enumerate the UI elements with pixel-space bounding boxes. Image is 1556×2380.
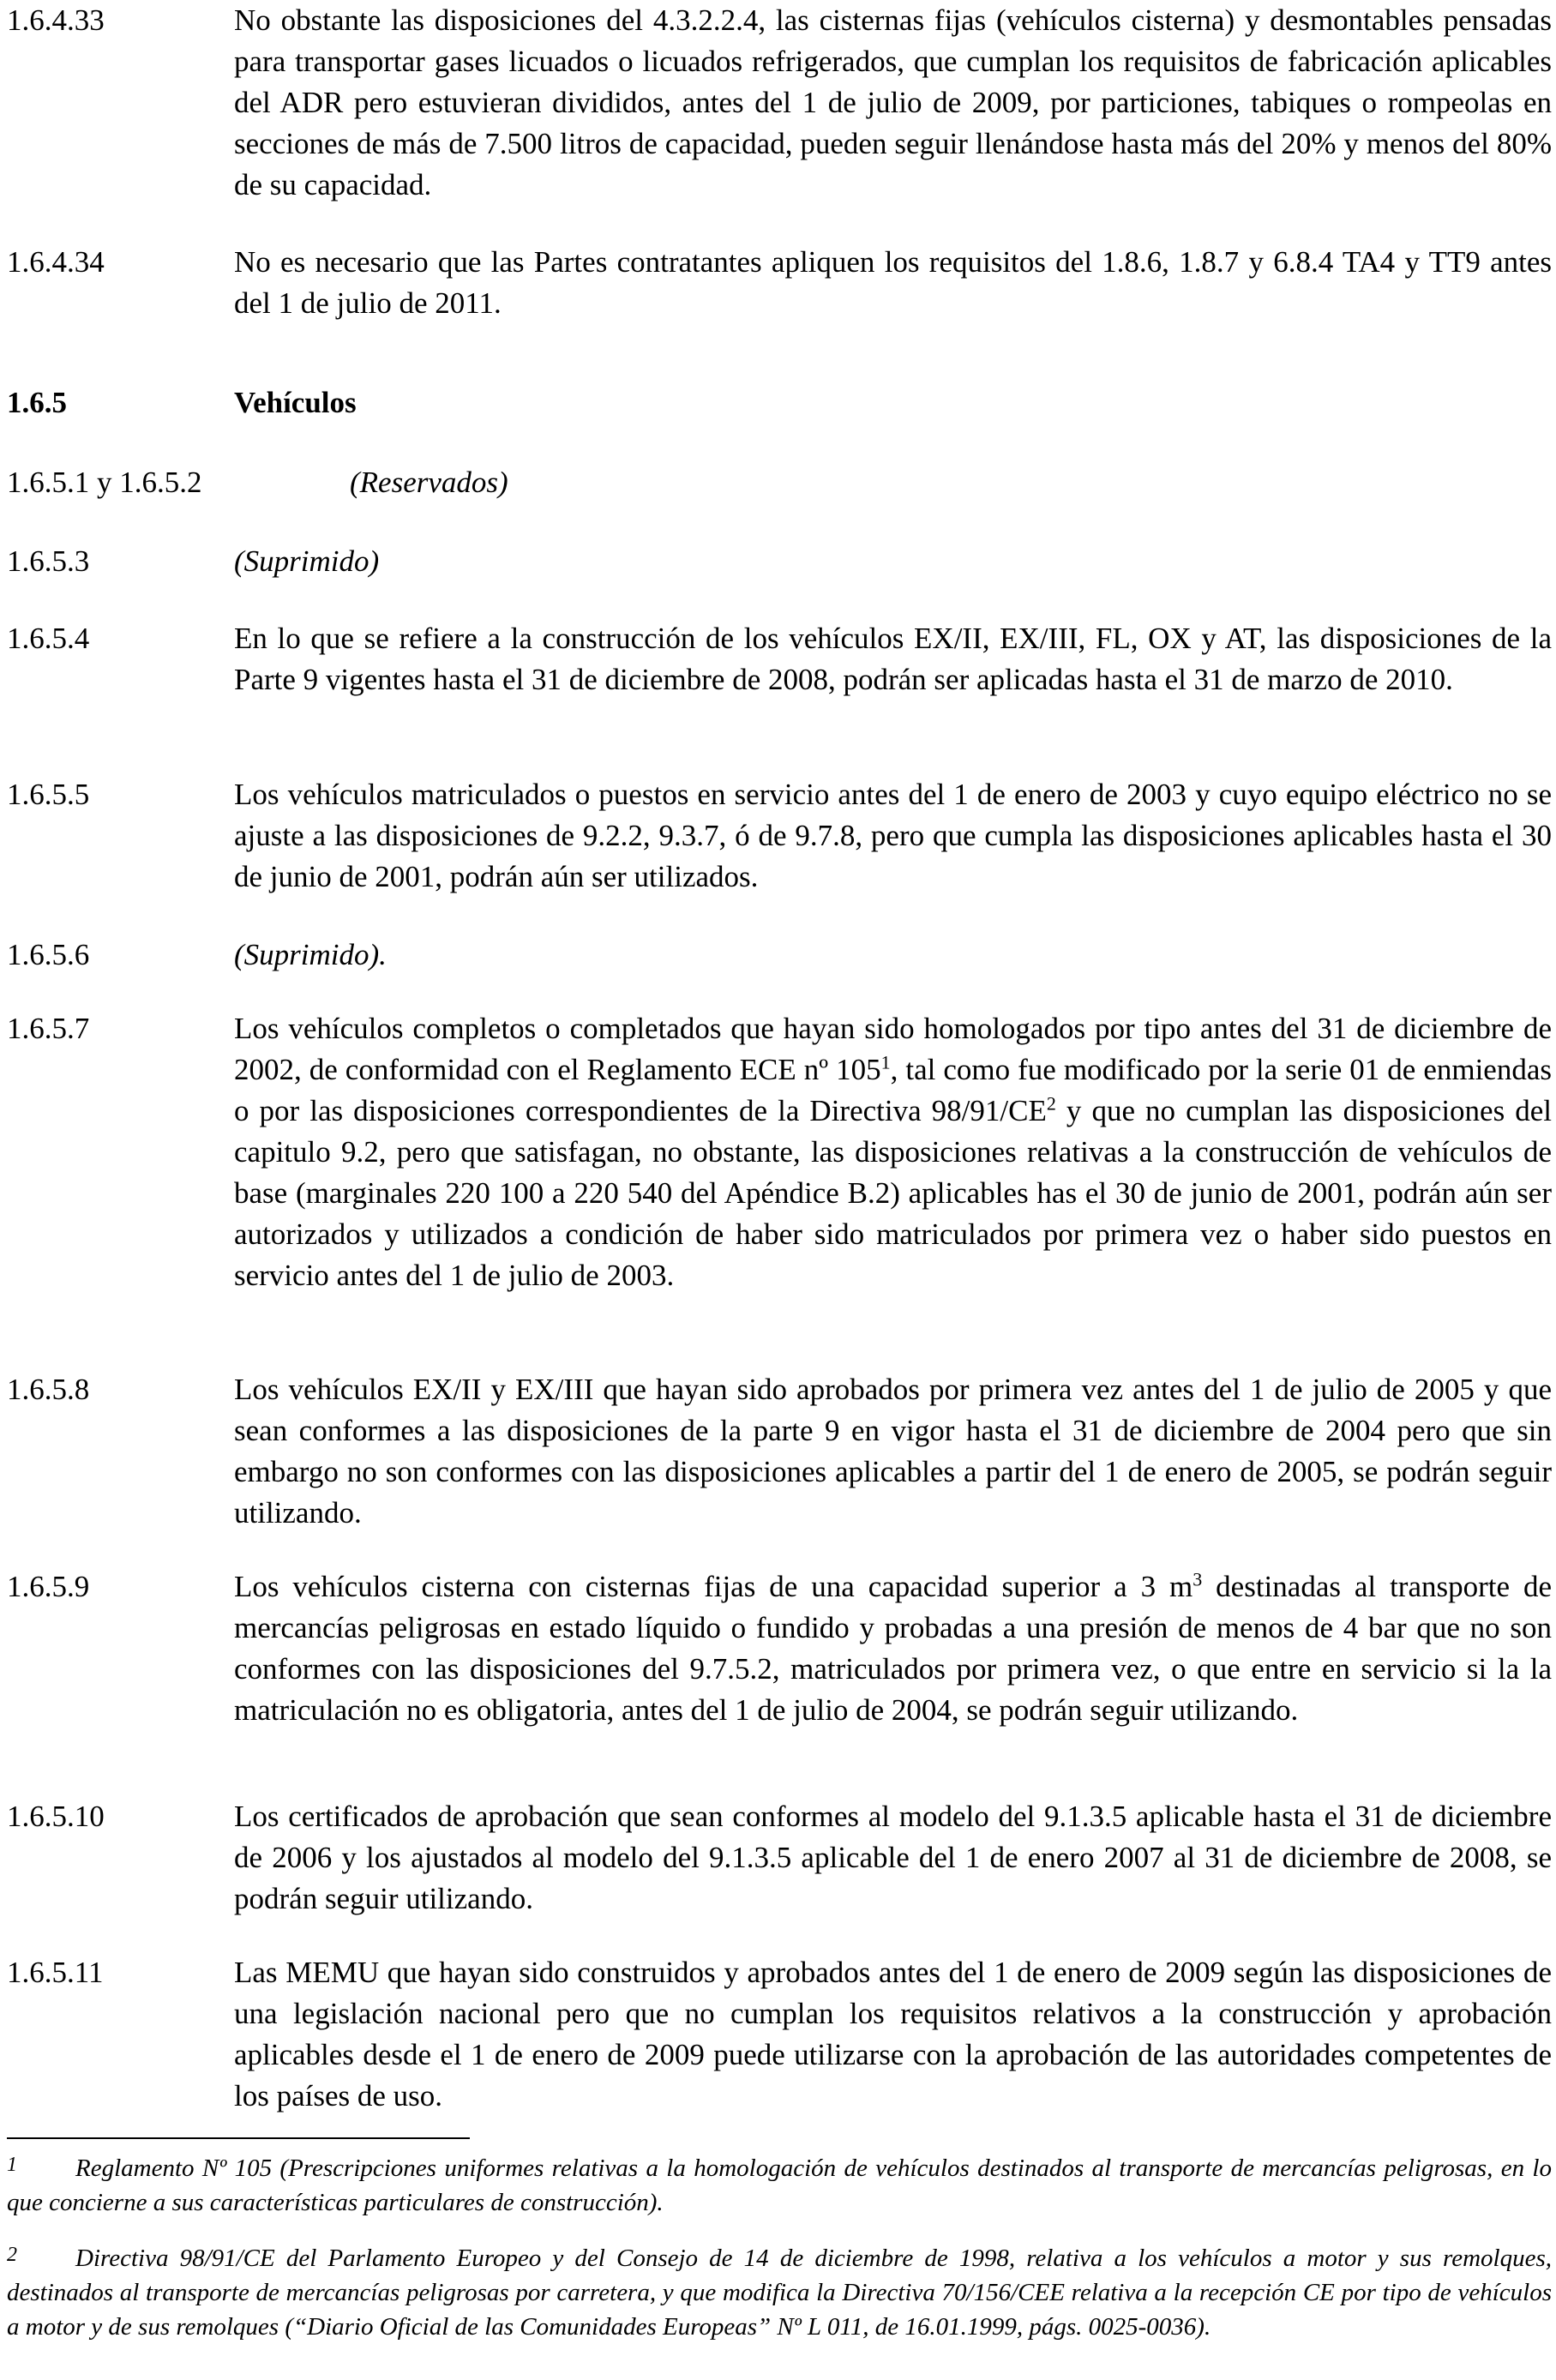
paragraph-text-part: , tal como fue modificado por la serie 01 de enmiendas o por las disposiciones correspondientes de la Directiva 98/91/CE (234, 1053, 1552, 1127)
footnote-ref: 2 (1046, 1092, 1056, 1115)
paragraph-text: Los vehículos matriculados o puestos en servicio antes del 1 de enero de 2003 y cuyo equipo eléctrico no se ajuste a las disposiciones de 9.2.2, 9.3.7, ó de 9.7.8, pero que cumpla las disposiciones aplicables hasta el 30 de junio de 2001, podrán aún ser utilizados. (234, 778, 1552, 893)
paragraph-1-6-5-4 (7, 618, 1552, 700)
paragraph-number: 1.6.5.6 (7, 938, 90, 971)
footnote-ref: 1 (880, 1051, 891, 1073)
paragraph-text: (Reservados) (350, 466, 508, 499)
paragraph-1-6-5-10 (7, 1796, 1552, 1920)
paragraph-1-6-4-34 (7, 242, 1552, 324)
paragraph-number: 1.6.5.9 (7, 1570, 90, 1603)
paragraph-text: Las MEMU que hayan sido construidos y aprobados antes del 1 de enero de 2009 según las disposiciones de una legislación nacional pero que no cumplan los requisitos relativos a la construcción y aprobación aplicables desde el 1 de enero de 2009 puede utilizarse con la aprobación de las autoridades competentes de los países de uso. (234, 1956, 1552, 2113)
paragraph-1-6-4-33 (7, 0, 1552, 206)
paragraph-1-6-5-8 (7, 1369, 1552, 1534)
footnote-1 (7, 2148, 1552, 2220)
paragraph-1-6-5-11 (7, 1952, 1552, 2117)
footnote-text: Directiva 98/91/CE del Parlamento Europeo y del Consejo de 14 de diciembre de 1998, relativa a los vehículos a motor y sus remolques, destinados al transporte de mercancías peligrosas por carretera, y que modifica la Directiva 70/156/CEE relativa a la recepción CE por tipo de vehículos a motor y de sus remolques (“Diario Oficial de las Comunidades Europeas” Nº L 011, de 16.01.1999, págs. 0025-0036). (7, 2245, 1552, 2341)
paragraph-number: 1.6.4.33 (7, 3, 105, 37)
paragraph-text: No obstante las disposiciones del 4.3.2.2.4, las cisternas fijas (vehículos cisterna) y desmontables pensadas para transportar gases licuados o licuados refrigerados, que cumplan los requisitos de fabricación aplicables del ADR pero estuvieran divididos, antes del 1 de julio de 2009, por particiones, tabiques o rompeolas en secciones de más de 7.500 litros de capacidad, pueden seguir llenándose hasta más del 20% y menos del 80% de su capacidad. (234, 3, 1552, 201)
paragraph-text: En lo que se refiere a la construcción de los vehículos EX/II, EX/III, FL, OX y AT, las disposiciones de la Parte 9 vigentes hasta el 31 de diciembre de 2008, podrán ser aplicadas hasta el 31 de marzo de 2010. (234, 622, 1552, 696)
paragraph-1-6-5-9 (7, 1566, 1552, 1731)
paragraph-1-6-5-3 (7, 541, 1552, 582)
paragraph-number: 1.6.5.7 (7, 1012, 90, 1045)
footnote-separator (7, 2137, 470, 2139)
paragraph-text: (Suprimido). (234, 938, 387, 971)
section-heading-1-6-5 (7, 382, 1552, 424)
paragraph-text: Los vehículos EX/II y EX/III que hayan sido aprobados por primera vez antes del 1 de julio de 2005 y que sean conformes a las disposiciones de la parte 9 en vigor hasta el 31 de diciembre de 2004 pero que sin embargo no son conformes con las disposiciones aplicables a partir del 1 de enero de 2005, se podrán seguir utilizando. (234, 1373, 1552, 1530)
paragraph-text: (Suprimido) (234, 544, 380, 578)
paragraph-number: 1.6.5.1 y 1.6.5.2 (7, 466, 202, 499)
paragraph-number: 1.6.5.5 (7, 778, 90, 811)
paragraph-1-6-5-5 (7, 774, 1552, 898)
footnote-number: 1 (7, 2154, 17, 2176)
paragraph-number: 1.6.5.8 (7, 1373, 90, 1406)
paragraph-text-part: destinadas al transporte de mercancías peligrosas en estado líquido o fundido y probadas a una presión de menos de 4 bar que no son conformes con las disposiciones del 9.7.5.2, matriculados por primera vez, o que entre en servicio si la la matriculación no es obligatoria, antes del 1 de julio de 2004, se podrán seguir utilizando. (234, 1570, 1552, 1727)
paragraph-number: 1.6.5.10 (7, 1800, 105, 1833)
section-title: Vehículos (234, 386, 357, 419)
paragraph-text (234, 1008, 1552, 1296)
footnote-number: 2 (7, 2244, 17, 2266)
paragraph-number: 1.6.5.4 (7, 622, 90, 655)
paragraph-number: 1.6.4.34 (7, 245, 105, 279)
section-number: 1.6.5 (7, 386, 67, 419)
paragraph-1-6-5-1-2 (7, 462, 1552, 503)
paragraph-1-6-5-7 (7, 1008, 1552, 1296)
footnote-2 (7, 2238, 1552, 2344)
paragraph-text (234, 1566, 1552, 1731)
paragraph-number: 1.6.5.3 (7, 544, 90, 578)
footnote-text: Reglamento Nº 105 (Prescripciones uniformes relativas a la homologación de vehículos destinados al transporte de mercancías peligrosas, en lo que concierne a sus características particulares de construcción). (7, 2155, 1552, 2216)
paragraph-text-part: y que no cumplan las disposiciones del capitulo 9.2, pero que satisfagan, no obstante, las disposiciones relativas a la construcción de vehículos de base (marginales 220 100 a 220 540 del Apéndice B.2) aplicables has el 30 de junio de 2001, podrán aún ser autorizados y utilizados a condición de haber sido matriculados por primera vez o haber sido puestos en servicio antes del 1 de julio de 2003. (234, 1094, 1553, 1292)
paragraph-text: Los certificados de aprobación que sean conformes al modelo del 9.1.3.5 aplicable hasta el 31 de diciembre de 2006 y los ajustados al modelo del 9.1.3.5 aplicable del 1 de enero 2007 al 31 de diciembre de 2008, se podrán seguir utilizando. (234, 1800, 1552, 1915)
paragraph-text-part: Los vehículos completos o completados que hayan sido homologados por tipo antes del 31 de diciembre de 2002, de conformidad con el Reglamento ECE nº 105 (234, 1012, 1552, 1086)
paragraph-text-part: Los vehículos cisterna con cisternas fijas de una capacidad superior a 3 m (234, 1570, 1193, 1603)
superscript: 3 (1193, 1568, 1203, 1590)
paragraph-text: No es necesario que las Partes contratantes apliquen los requisitos del 1.8.6, 1.8.7 y 6.8.4 TA4 y TT9 antes del 1 de julio de 2011. (234, 245, 1552, 320)
paragraph-1-6-5-6 (7, 935, 1552, 976)
paragraph-number: 1.6.5.11 (7, 1956, 104, 1989)
